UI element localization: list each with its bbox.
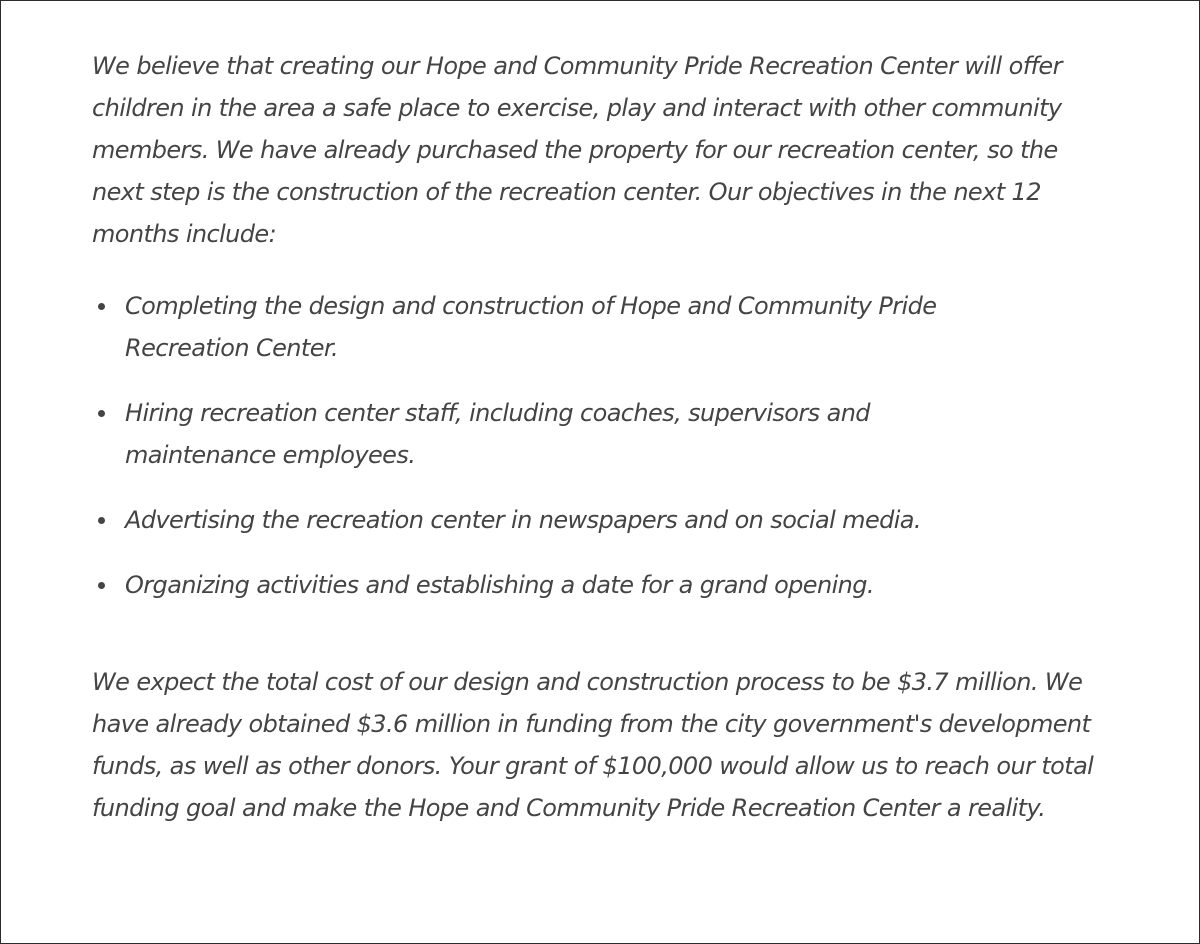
closing-paragraph: We expect the total cost of our design and construction process to be $3.7 million. We have already obtained $3.6 million in funding from the city government's development funds, as well as other donors. Your grant of $100,000 would allow us to reach our total funding goal and make the Hope and Community Pride Recreation Center a reality. bbox=[92, 668, 1094, 822]
bullet-icon bbox=[98, 410, 105, 417]
list-item bbox=[92, 564, 1025, 606]
objective-text: Organizing activities and establishing a date for a grand opening. bbox=[125, 571, 874, 599]
bullet-icon bbox=[98, 582, 105, 589]
bullet-icon bbox=[98, 303, 105, 310]
bullet-icon bbox=[98, 517, 105, 524]
objective-text: Advertising the recreation center in newspapers and on social media. bbox=[125, 506, 921, 534]
list-item bbox=[92, 392, 1025, 476]
objectives-list bbox=[92, 285, 1122, 606]
document-content bbox=[92, 45, 1122, 829]
objective-text: Hiring recreation center staff, including coaches, supervisors and maintenance employees. bbox=[125, 399, 870, 469]
list-item bbox=[92, 499, 1025, 541]
intro-paragraph: We believe that creating our Hope and Community Pride Recreation Center will offer children in the area a safe place to exercise, play and interact with other community members. We have already purchased the property for our recreation center, so the next step is the construction of the recreation center. Our objectives in the next 12 months include: bbox=[92, 52, 1062, 248]
list-item bbox=[92, 285, 1025, 369]
objective-text: Completing the design and construction of Hope and Community Pride Recreation Center. bbox=[125, 292, 937, 362]
